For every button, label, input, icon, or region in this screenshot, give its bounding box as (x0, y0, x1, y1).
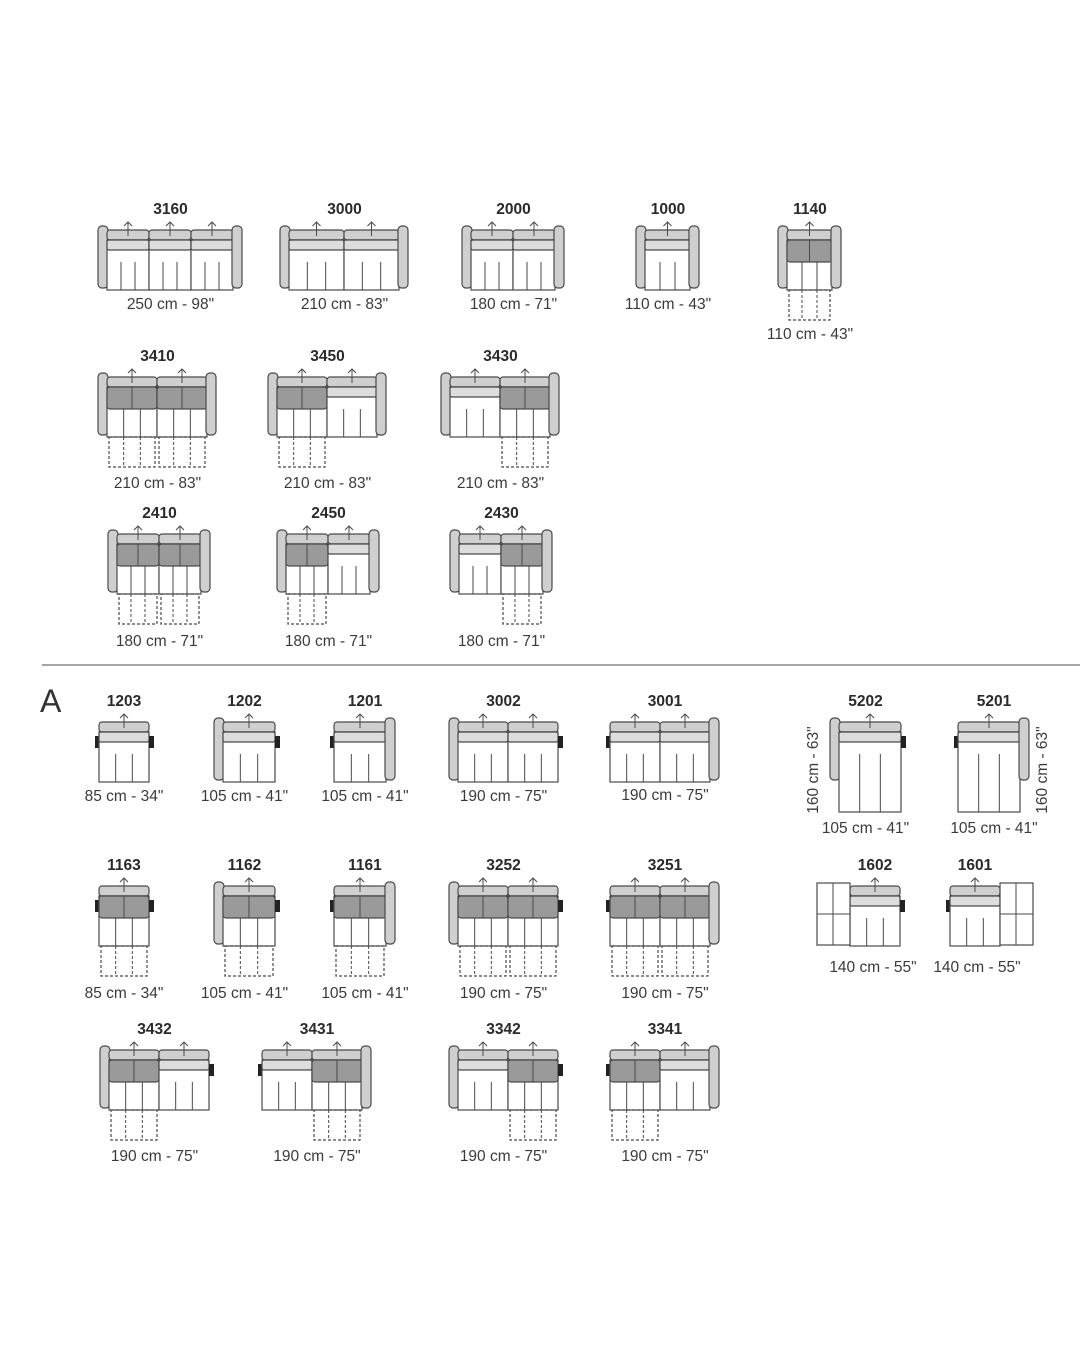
right-connector (149, 736, 154, 748)
model-dimension: 105 cm - 41" (950, 820, 1038, 837)
model-dimension: 210 cm - 83" (456, 475, 545, 492)
sofa-model-1163 (85, 857, 164, 1002)
right-armrest (709, 718, 719, 780)
recliner-extension (314, 1110, 360, 1140)
model-code: 3410 (140, 348, 175, 365)
seat-cushion (839, 732, 901, 742)
model-dimension: 210 cm - 83" (300, 296, 389, 313)
model-code: 3341 (647, 1021, 683, 1038)
recliner-extension (109, 437, 155, 467)
model-dimension: 210 cm - 83" (283, 475, 372, 492)
right-armrest (542, 530, 552, 592)
model-code: 3432 (137, 1021, 172, 1038)
model-dimension: 190 cm - 75" (621, 985, 709, 1002)
model-code: 2000 (496, 201, 531, 218)
model-dimension: 190 cm - 75" (110, 1148, 199, 1165)
model-dimension: 105 cm - 41" (821, 820, 910, 837)
model-code: 3160 (153, 201, 188, 218)
sofa-model-2430 (450, 505, 552, 650)
right-armrest (831, 226, 841, 288)
model-code: 3342 (486, 1021, 521, 1038)
seat-cushion (191, 240, 233, 250)
right-armrest (1019, 718, 1029, 780)
recliner-extension (502, 437, 548, 467)
seat-cushion (513, 240, 555, 250)
right-armrest (385, 718, 395, 780)
model-code: 3430 (483, 348, 518, 365)
recliner-extension (119, 594, 157, 624)
recliner-extension (510, 946, 556, 976)
model-dimension: 180 cm - 71" (469, 296, 558, 313)
model-dimension: 190 cm - 75" (621, 1148, 709, 1165)
model-code: 1162 (227, 857, 262, 874)
seat-cushion (159, 1060, 209, 1070)
seat-cushion (471, 240, 513, 250)
right-armrest (385, 882, 395, 944)
side-module-1601 (1000, 883, 1033, 945)
right-armrest (206, 373, 216, 435)
recliner-extension (612, 1110, 658, 1140)
model-code: 3001 (647, 693, 683, 710)
sofa-model-3252 (449, 857, 563, 1002)
section-label: A (40, 683, 62, 719)
recliner-extension (612, 946, 658, 976)
sofa-model-3342 (449, 1021, 563, 1165)
sofa-model-1161 (321, 857, 408, 1002)
sofa-model-3431 (258, 1021, 371, 1165)
model-code: 3252 (486, 857, 521, 874)
right-connector (209, 1064, 214, 1076)
seat-cushion (149, 240, 191, 250)
seat-frame (839, 732, 901, 812)
right-armrest (398, 226, 408, 288)
right-armrest (554, 226, 564, 288)
model-code: 2450 (311, 505, 346, 522)
seat-cushion (107, 240, 149, 250)
model-dimension: 250 cm - 98" (126, 296, 215, 313)
sofa-model-2000 (462, 201, 564, 313)
model-dimension: 105 cm - 41" (200, 788, 289, 805)
right-connector (901, 736, 906, 748)
model-dimension: 140 cm - 55" (933, 959, 1021, 976)
model-dimension: 190 cm - 75" (459, 788, 548, 805)
sofa-model-3160 (98, 201, 242, 313)
model-dimension: 180 cm - 71" (115, 633, 204, 650)
recliner-extension (279, 437, 325, 467)
sofa-model-3000 (280, 201, 408, 313)
model-code: 1201 (347, 693, 383, 710)
model-code: 5201 (976, 693, 1012, 710)
right-connector (275, 736, 280, 748)
right-connector (558, 1064, 563, 1076)
model-code: 3002 (486, 693, 521, 710)
model-dimension: 190 cm - 75" (273, 1148, 361, 1165)
recliner-extension (460, 946, 506, 976)
right-armrest (709, 1046, 719, 1108)
sofa-model-3341 (606, 1021, 719, 1165)
sofa-model-3450 (268, 348, 386, 492)
model-code: 1203 (106, 693, 142, 710)
seat-cushion (458, 1060, 508, 1070)
recliner-extension (789, 290, 830, 320)
model-dimension: 110 cm - 43" (624, 296, 712, 313)
right-armrest (361, 1046, 371, 1108)
model-code: 1202 (227, 693, 262, 710)
diagram-group (85, 201, 1051, 1165)
seat-frame (958, 732, 1020, 812)
right-armrest (709, 882, 719, 944)
sofa-model-1203 (85, 693, 164, 805)
right-connector (149, 900, 154, 912)
right-connector (275, 900, 280, 912)
model-dimension: 110 cm - 43" (766, 326, 854, 343)
model-code: 3251 (647, 857, 683, 874)
side-module-1602 (817, 883, 850, 945)
sofa-model-5202 (805, 693, 909, 837)
model-dimension: 180 cm - 71" (457, 633, 546, 650)
right-armrest (232, 226, 242, 288)
right-connector (558, 900, 563, 912)
model-dimension: 190 cm - 75" (459, 1148, 548, 1165)
seat-cushion (289, 240, 344, 250)
right-armrest (200, 530, 210, 592)
seat-cushion (660, 1060, 710, 1070)
recliner-extension (510, 1110, 556, 1140)
recliner-extension (288, 594, 326, 624)
model-dimension: 210 cm - 83" (113, 475, 202, 492)
sofa-model-3410 (98, 348, 216, 492)
model-dimension: 105 cm - 41" (200, 985, 289, 1002)
model-code: 1000 (650, 201, 686, 218)
model-dimension: 105 cm - 41" (321, 985, 409, 1002)
sofa-model-3001 (606, 693, 719, 804)
model-dimension: 190 cm - 75" (459, 985, 548, 1002)
seat-cushion (262, 1060, 312, 1070)
seat-cushion (328, 544, 370, 554)
recliner-extension (503, 594, 541, 624)
model-code: 1163 (107, 857, 141, 874)
model-dimension: 85 cm - 34" (84, 985, 164, 1002)
model-code: 1140 (793, 201, 827, 218)
recliner-extension (111, 1110, 157, 1140)
seat-cushion (99, 732, 149, 742)
seat-cushion (850, 896, 900, 906)
model-dimension: 85 cm - 34" (84, 788, 164, 805)
model-dimension: 190 cm - 75" (621, 787, 709, 804)
model-dimension: 180 cm - 71" (284, 633, 373, 650)
recliner-extension (101, 946, 147, 976)
seat-cushion (327, 387, 377, 397)
recliner-extension (662, 946, 708, 976)
sofa-model-2450 (277, 505, 379, 650)
right-armrest (549, 373, 559, 435)
model-depth: 160 cm - 63" (805, 726, 822, 814)
recliner-extension (159, 437, 205, 467)
right-connector (558, 736, 563, 748)
model-code: 1601 (957, 857, 993, 874)
seat-cushion (958, 732, 1020, 742)
seat-cushion (334, 732, 386, 742)
sofa-model-1202 (201, 693, 288, 805)
sofa-model-5201 (950, 693, 1051, 837)
recliner-extension (225, 946, 273, 976)
sofa-model-1201 (321, 693, 408, 805)
sofa-model-3251 (606, 857, 719, 1002)
right-armrest (376, 373, 386, 435)
sofa-model-2410 (108, 505, 210, 650)
seat-cushion (950, 896, 1000, 906)
sofa-model-3002 (449, 693, 563, 805)
model-code: 3431 (299, 1021, 335, 1038)
model-code: 1161 (348, 857, 382, 874)
seat-cushion (458, 732, 508, 742)
model-code: 2410 (142, 505, 177, 522)
sofa-model-1000 (625, 201, 711, 313)
seat-cushion (450, 387, 500, 397)
seat-cushion (223, 732, 275, 742)
model-code: 2430 (484, 505, 519, 522)
recliner-extension (336, 946, 384, 976)
sofa-model-1162 (201, 857, 288, 1002)
model-dimension: 105 cm - 41" (321, 788, 409, 805)
recliner-extension (161, 594, 199, 624)
model-dimension: 140 cm - 55" (829, 959, 917, 976)
model-code: 1602 (857, 857, 893, 874)
model-code: 3000 (327, 201, 362, 218)
seat-cushion (645, 240, 690, 250)
model-code: 5202 (848, 693, 883, 710)
sofa-model-3430 (441, 348, 559, 492)
seat-cushion (660, 732, 710, 742)
seat-cushion (610, 732, 660, 742)
sofa-model-1140 (767, 201, 853, 343)
right-armrest (689, 226, 699, 288)
right-armrest (369, 530, 379, 592)
model-depth: 160 cm - 63" (1034, 726, 1051, 814)
right-connector (900, 900, 905, 912)
seat-cushion (508, 732, 558, 742)
seat-cushion (344, 240, 399, 250)
seat-cushion (459, 544, 501, 554)
sofa-model-3432 (100, 1021, 214, 1165)
model-code: 3450 (310, 348, 345, 365)
